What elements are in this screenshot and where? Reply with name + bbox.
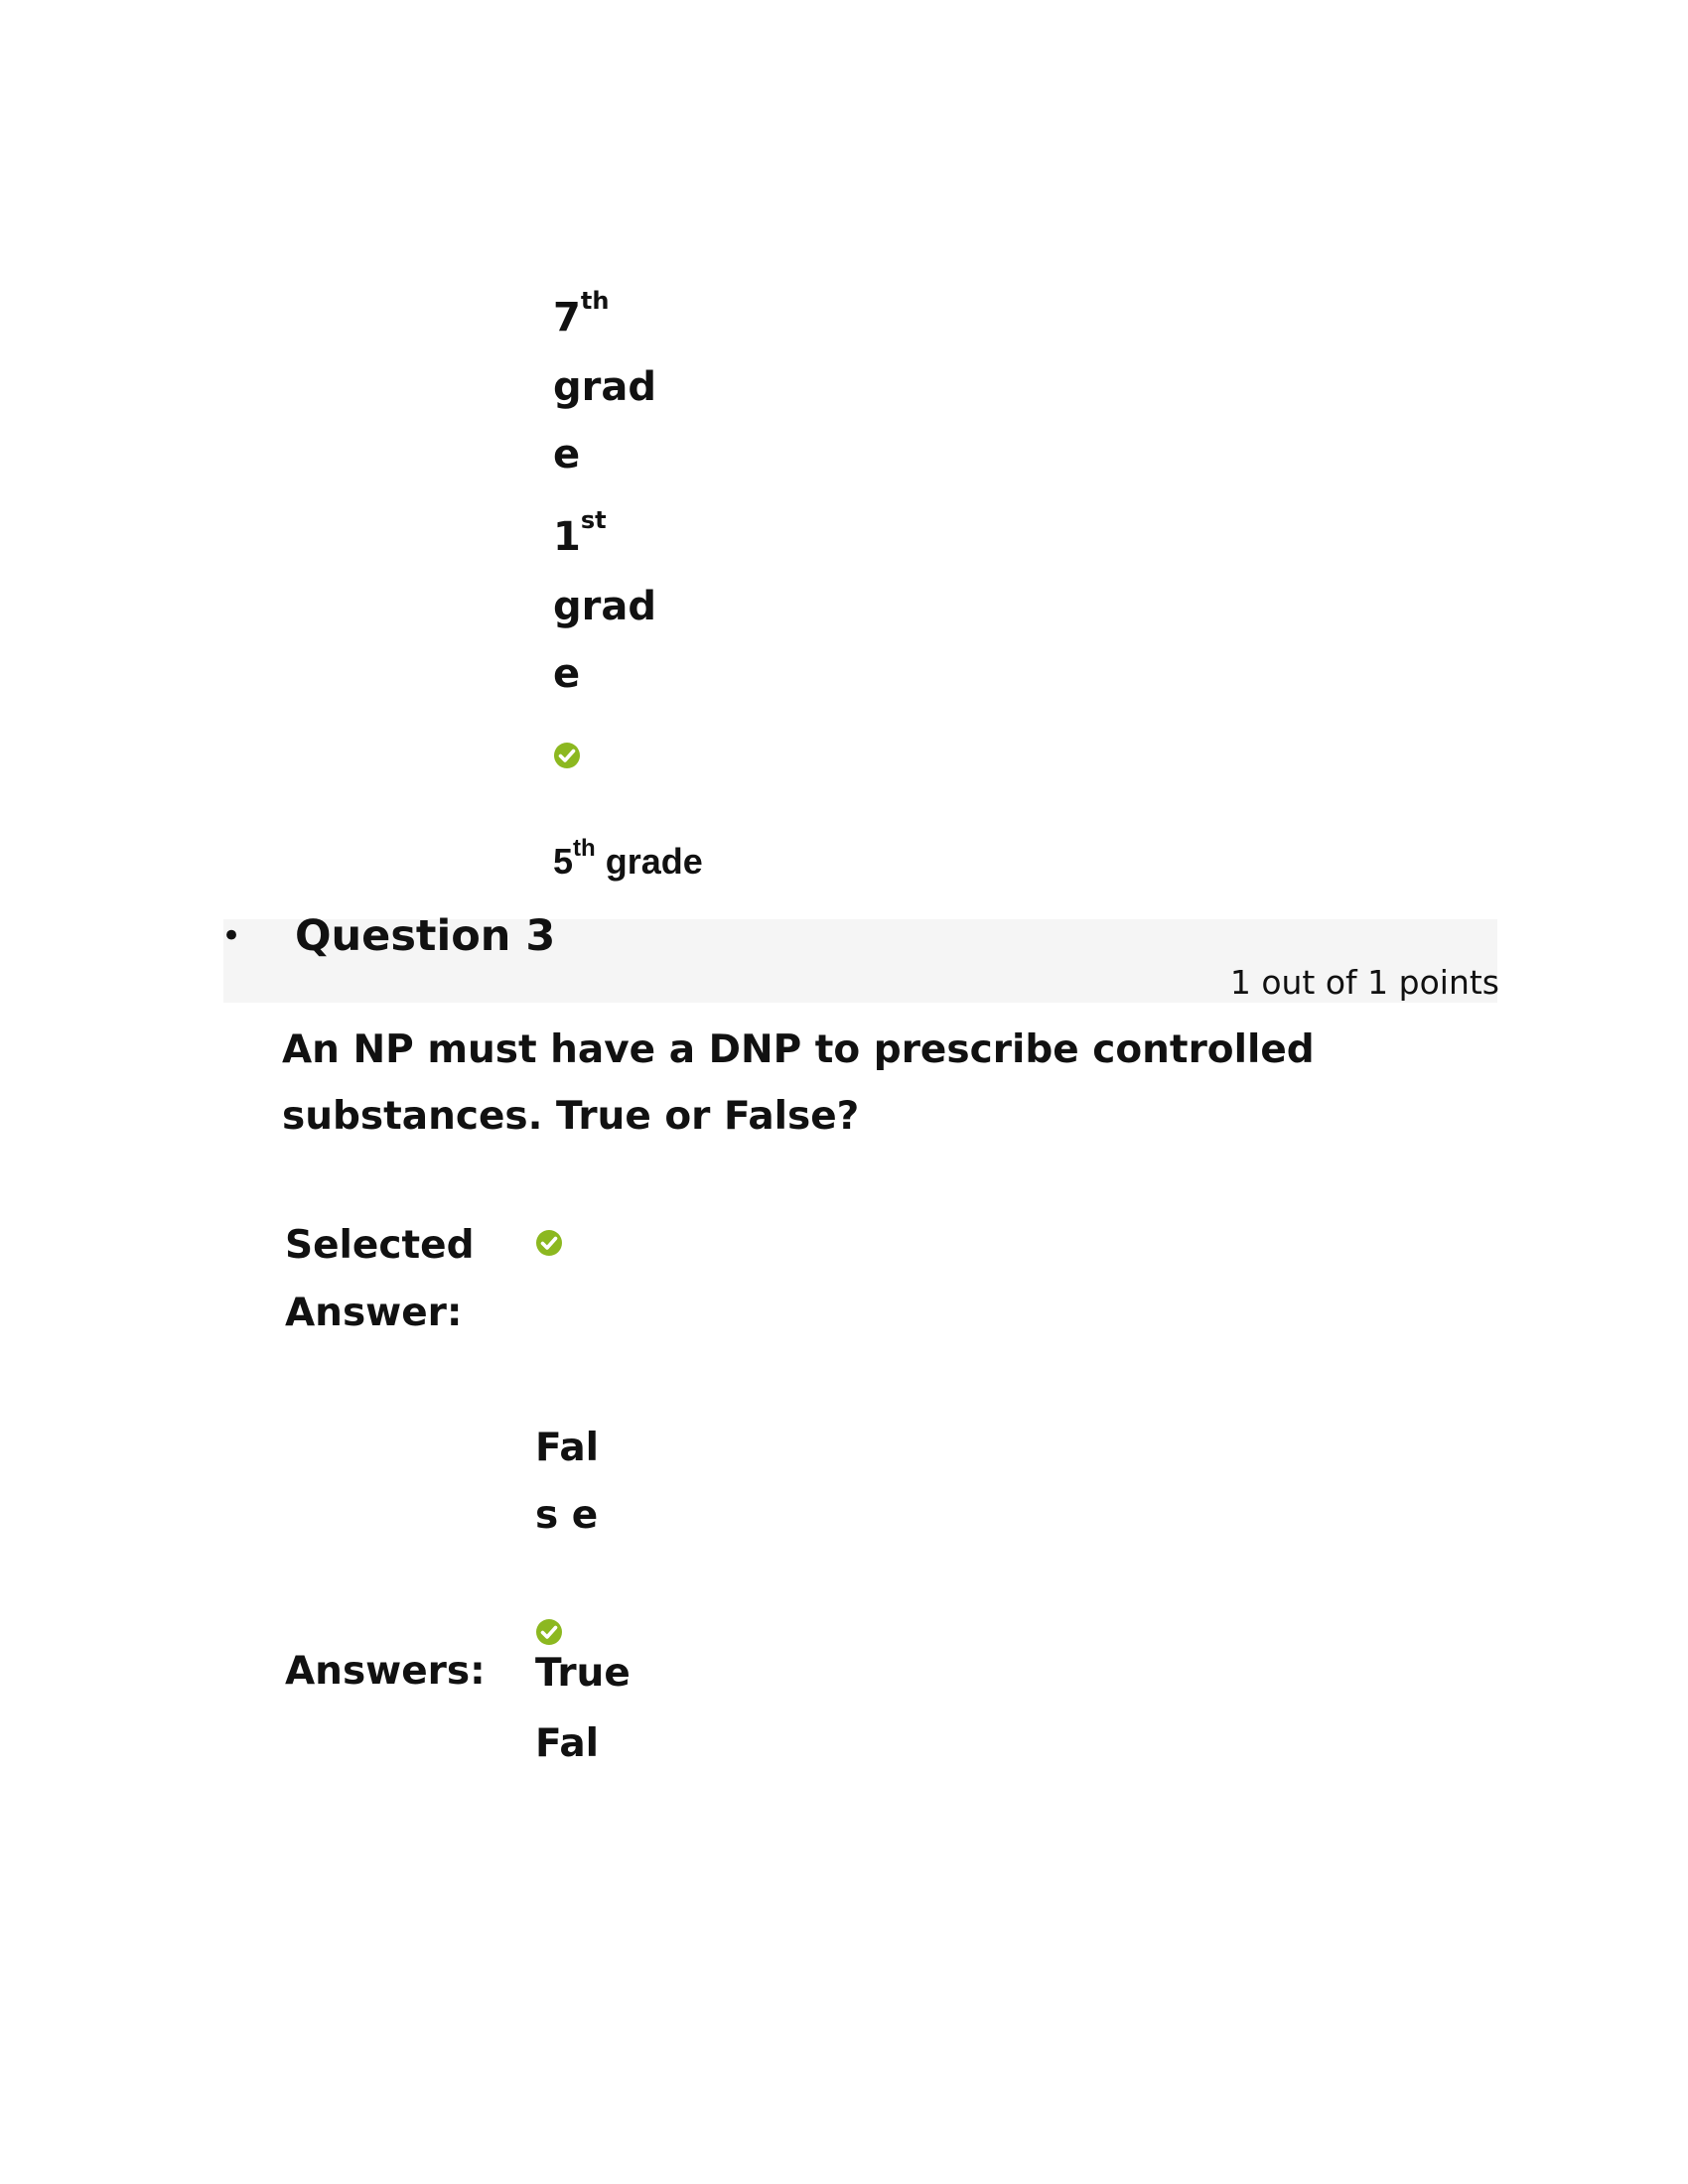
- answer-option-true: True: [535, 1651, 631, 1696]
- selected-answer-label-line2: Answer:: [285, 1291, 463, 1335]
- question-points: 1 out of 1 points: [1229, 963, 1499, 1002]
- selected-correct-icon: [535, 1229, 563, 1257]
- selected-answer-line2: s e: [535, 1493, 599, 1538]
- correct-answer-word: grade: [605, 841, 703, 882]
- selected-answer-line1: Fal: [535, 1426, 600, 1470]
- answers-label: Answers:: [285, 1649, 486, 1694]
- answer-choice-1st-line2: grad: [553, 584, 656, 629]
- answers-list: [535, 1638, 631, 1779]
- check-circle-icon: [553, 742, 581, 769]
- answer-option-false: Fal: [535, 1721, 600, 1766]
- question-title: Question 3: [295, 911, 556, 961]
- answer-choice-number: 7: [553, 295, 581, 341]
- correct-answer-suffix: th: [573, 835, 596, 862]
- answer-choice-1st: [553, 506, 607, 560]
- selected-answer-label: [285, 1212, 475, 1347]
- question-bullet: •: [221, 916, 242, 956]
- correct-answer-number: 5: [553, 841, 574, 882]
- answer-choice-7th: [553, 287, 610, 341]
- selected-answer-label-line1: Selected: [285, 1223, 475, 1268]
- answer-choice-7th-line3: e: [553, 432, 581, 478]
- correct-answer-5th-grade: [553, 835, 703, 882]
- answer-choice-suffix: st: [580, 506, 607, 534]
- question-text: An NP must have a DNP to prescribe controlled substances. True or False?: [282, 1027, 1315, 1139]
- answer-choice-suffix: th: [580, 287, 610, 315]
- answer-choice-7th-line2: grad: [553, 364, 656, 410]
- answer-choice-number: 1: [553, 514, 581, 560]
- selected-answer-value: [535, 1415, 599, 1550]
- answer-choice-1st-line3: e: [553, 651, 581, 697]
